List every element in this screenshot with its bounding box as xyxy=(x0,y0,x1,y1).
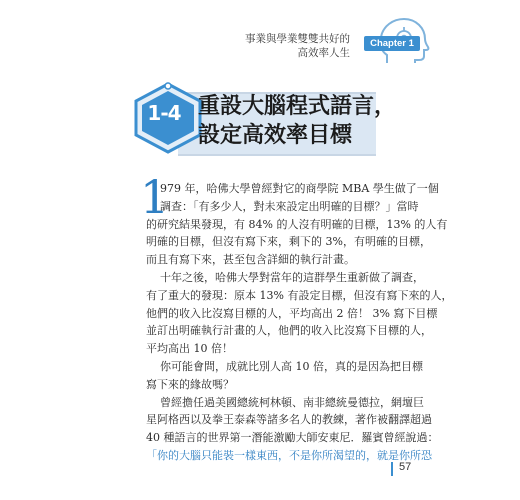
running-header-line1: 事業與學業雙雙共好的 xyxy=(245,33,350,45)
quote-line: 「你的大腦只能裝一樣東西，不是你所渴望的，就是你所恐 xyxy=(146,448,432,462)
drop-cap: 1 xyxy=(140,170,170,224)
body-line: 有了重大的發現：原本 13% 有設定目標，但沒有寫下來的人， xyxy=(146,288,453,302)
body-line: 的研究結果發現，有 84% 的人沒有明確的目標，13% 的人有 xyxy=(146,217,448,231)
page-number: 57 xyxy=(399,461,412,473)
body-line: 明確的目標，但沒有寫下來，剩下的 3%，有明確的目標， xyxy=(146,235,431,249)
body-line: 寫下來的緣故嗎？ xyxy=(146,377,234,391)
body-line: 十年之後，哈佛大學對當年的這群學生重新做了調查， xyxy=(160,270,424,284)
section-number: 1-4 xyxy=(147,101,181,125)
body-text xyxy=(146,180,453,465)
running-header-line2: 高效率人生 xyxy=(297,47,350,59)
body-line: 你可能會問，成就比別人高 10 倍，真的是因為把目標 xyxy=(160,359,423,373)
section-title-line2: 設定高效率目標 xyxy=(198,122,353,148)
body-line: 調查：「有多少人，對未來設定出明確的目標？」當時 xyxy=(160,199,419,213)
body-line: 平均高出 10 倍！ xyxy=(146,342,233,356)
section-title xyxy=(198,92,398,150)
body-line: 他們的收入比沒寫目標的人，平均高出 2 倍！ 3% 寫下目標 xyxy=(146,306,438,320)
body-line: 曾經擔任過美國總統柯林頓、南非總統曼德拉，網壇巨 xyxy=(160,395,424,409)
section-title-line1: 重設大腦程式語言， xyxy=(198,93,397,119)
body-line: 並訂出明確執行計畫的人，他們的收入比沒寫下目標的人， xyxy=(146,324,432,338)
running-header xyxy=(245,32,350,60)
body-line: 星阿格西以及拳王泰森等諸多名人的教練，著作被翻譯超過 xyxy=(146,413,432,427)
body-line: 40 種語言的世界第一潛能激勵大師安東尼．羅賓曾經說過： xyxy=(146,431,439,445)
body-line: 979 年，哈佛大學曾經對它的商學院 MBA 學生做了一個 xyxy=(160,182,439,195)
body-line: 而且有寫下來，甚至包含詳細的執行計畫。 xyxy=(146,253,355,267)
page-number-bar xyxy=(391,462,393,476)
chapter-label: Chapter 1 xyxy=(364,36,420,51)
